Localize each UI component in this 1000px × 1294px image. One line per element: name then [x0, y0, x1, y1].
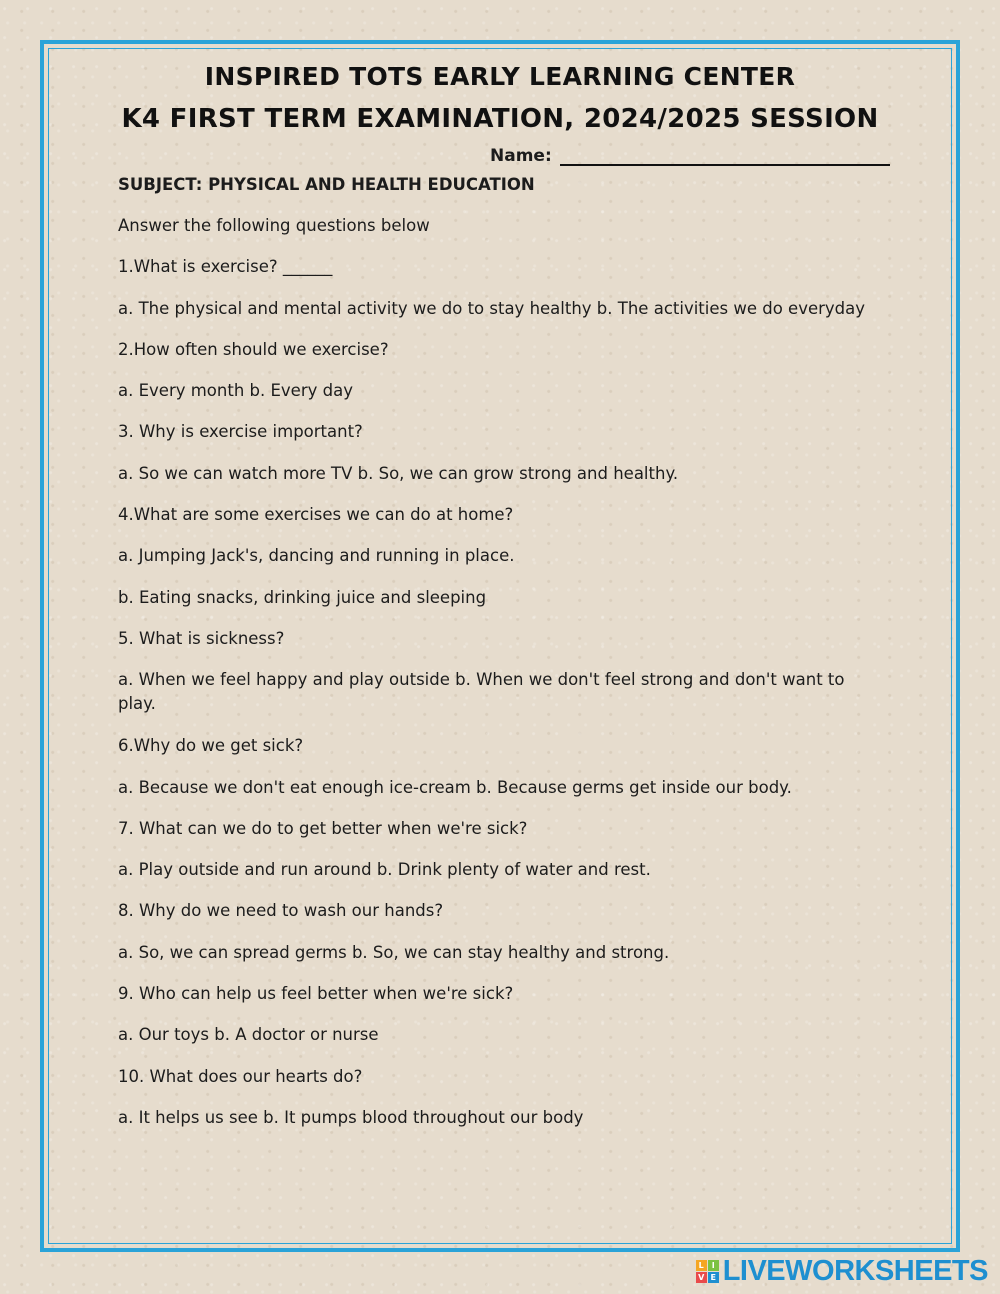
question-8-options[interactable]: a. So, we can spread germs b. So, we can stay healthy and strong. [118, 942, 670, 962]
question-10-options[interactable]: a. It helps us see b. It pumps blood throughout our body [118, 1107, 584, 1127]
question-8: 8. Why do we need to wash our hands? [118, 901, 444, 921]
logo-tile: L [696, 1260, 707, 1271]
name-label: Name: [490, 146, 552, 166]
question-9: 9. Who can help us feel better when we're sick? [118, 984, 514, 1004]
question-4-options[interactable]: b. Eating snacks, drinking juice and sleeping [118, 587, 487, 607]
question-4: 4.What are some exercises we can do at home? [118, 505, 514, 525]
question-7-options[interactable]: a. Play outside and run around b. Drink plenty of water and rest. [118, 860, 651, 880]
question-3-options[interactable]: a. So we can watch more TV b. So, we can grow strong and healthy. [118, 463, 679, 483]
question-9-options[interactable]: a. Our toys b. A doctor or nurse [118, 1025, 379, 1045]
question-4-options[interactable]: a. Jumping Jack's, dancing and running in place. [118, 546, 515, 566]
question-2: 2.How often should we exercise? [118, 339, 389, 359]
brand-text: LIVEWORKSHEETS [722, 1255, 988, 1287]
liveworksheets-brand [696, 1255, 988, 1288]
worksheet-body [118, 173, 878, 1147]
question-6: 6.Why do we get sick? [118, 736, 304, 756]
name-field [490, 144, 890, 166]
name-blank-line[interactable] [560, 144, 890, 166]
logo-tile: E [708, 1272, 719, 1283]
question-list [118, 255, 878, 1147]
logo-tile: I [708, 1260, 719, 1271]
liveworksheets-logo-icon [696, 1260, 719, 1283]
logo-tile: V [696, 1272, 707, 1283]
question-3: 3. Why is exercise important? [118, 422, 363, 442]
exam-title: K4 FIRST TERM EXAMINATION, 2024/2025 SESSION [121, 104, 879, 134]
question-1-options[interactable]: a. The physical and mental activity we do to stay healthy b. The activities we do everyday [118, 298, 866, 318]
question-5-options[interactable]: a. When we feel happy and play outside b. When we don't feel strong and don't want to play. [118, 670, 845, 714]
question-7: 7. What can we do to get better when we're sick? [118, 818, 528, 838]
question-6-options[interactable]: a. Because we don't eat enough ice-cream b. Because germs get inside our body. [118, 777, 792, 797]
question-5: 5. What is sickness? [118, 628, 285, 648]
subject-heading: SUBJECT: PHYSICAL AND HEALTH EDUCATION [118, 175, 535, 194]
question-2-options[interactable]: a. Every month b. Every day [118, 381, 353, 401]
question-10: 10. What does our hearts do? [118, 1066, 363, 1086]
instruction: Answer the following questions below [118, 216, 430, 235]
question-1: 1.What is exercise? ______ [118, 257, 333, 277]
school-title: INSPIRED TOTS EARLY LEARNING CENTER [204, 62, 796, 91]
